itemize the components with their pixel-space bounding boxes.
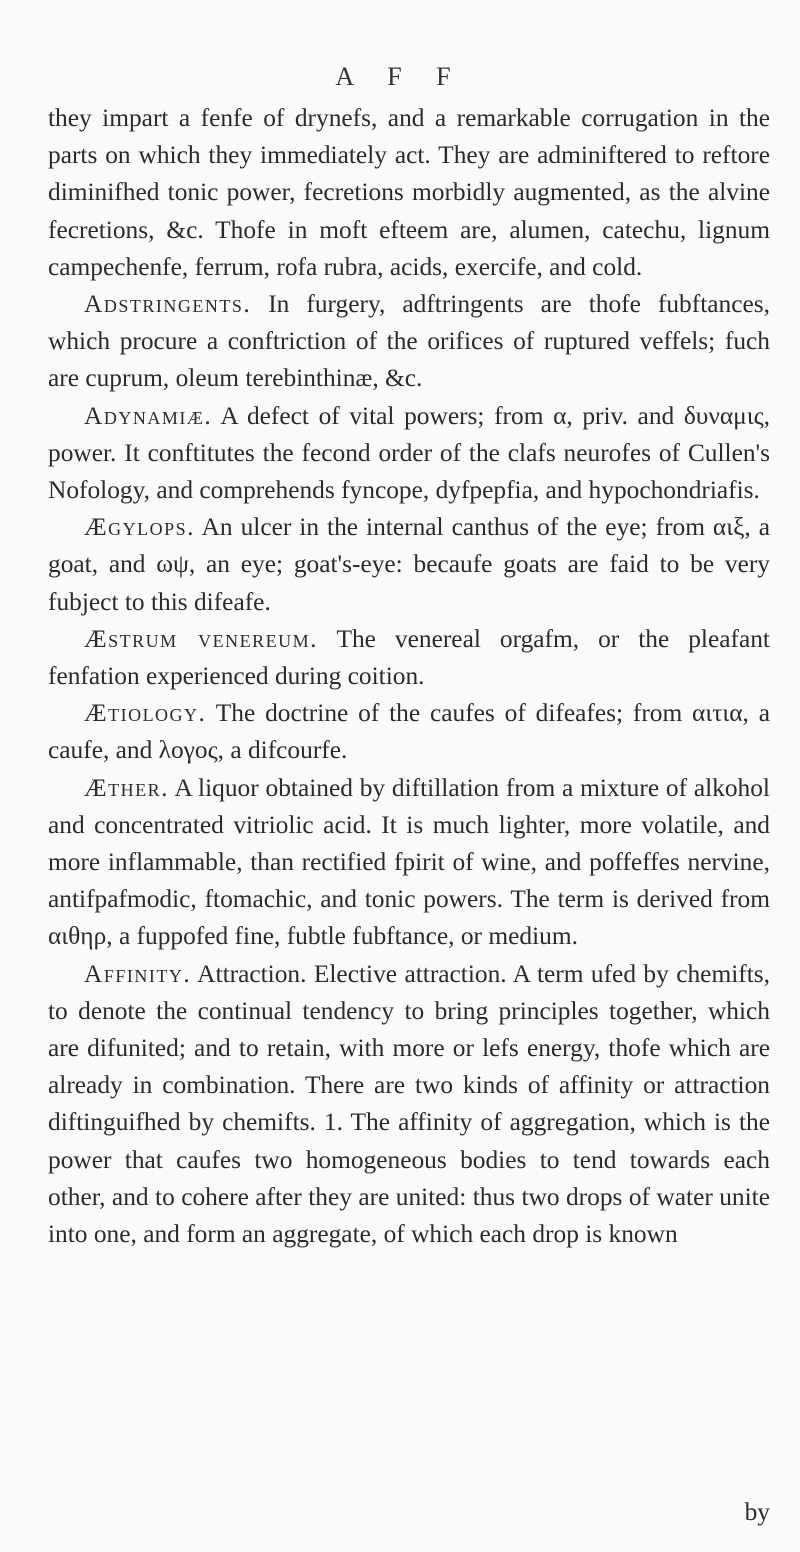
entry-text: In furgery, adftringents are thofe fubftances, which procure a conftriction of the orifices of ruptured veffels; fuch are cuprum, oleum terebinthinæ, &c. xyxy=(48,290,770,393)
headword: Affinity. xyxy=(84,959,192,988)
catchword: by xyxy=(744,1498,770,1526)
entry-text: A defect of vital powers; from α, priv. and δυναμις, power. It conftitutes the fecond order of the clafs neurofes of Cullen's Nofology, and comprehends fyncope, dyfpepfia, and hypochondriafis. xyxy=(48,401,770,505)
entry-aestrum-venereum xyxy=(48,621,770,695)
headword: Adynamiæ. xyxy=(84,401,213,430)
entry-text: Attraction. Elective attraction. A term ufed by chemifts, to denote the continual tendency to bring principles together, which are difunited; and to retain, with more or lefs energy, thofe which are already in combination. There are two kinds of affinity or attraction diftinguifhed by chemifts. 1. The affinity of aggregation, which is the power that caufes two homogeneous bodies to tend towards each other, and to cohere after they are united: thus two drops of water unite into one, and form an aggregate, of which each drop is known xyxy=(48,959,770,1249)
headword: Ægylops. xyxy=(84,513,195,542)
entry-aetiology xyxy=(48,695,770,769)
entry-adstringents xyxy=(48,286,770,398)
running-head: A F F xyxy=(335,62,465,91)
entry-adynamiae xyxy=(48,398,770,510)
paragraph-continuation xyxy=(48,100,770,286)
entry-text: The doctrine of the caufes of difeafes; from αιτια, a caufe, and λογος, a difcourfe. xyxy=(48,699,770,765)
entry-aegylops xyxy=(48,509,770,621)
headword: Ætiology. xyxy=(84,699,207,728)
entry-text: The venereal orgafm, or the pleafant fenfation experienced during coition. xyxy=(48,624,770,691)
entry-text: A liquor obtained by diftillation from a mixture of alkohol and concentrated vitriolic acid. It is much lighter, more volatile, and more inflammable, than rectified fpirit of wine, and poffeffes nervine, antifpafmodic, ftomachic, and tonic powers. The term is derived from αιθηρ, a fuppofed fine, fubtle fubftance, or medium. xyxy=(48,773,770,951)
headword: Adstringents. xyxy=(84,290,252,319)
headword: Æther. xyxy=(84,773,169,802)
headword: Æstrum venereum. xyxy=(84,624,318,653)
entry-aether xyxy=(48,770,770,956)
entry-text: An ulcer in the internal canthus of the eye; from αιξ, a goat, and ωψ, an eye; goat's-eye: becaufe goats are faid to be very fubject to this difeafe. xyxy=(48,513,770,616)
body-text xyxy=(48,100,770,1253)
entry-affinity xyxy=(48,956,770,1254)
paragraph-text: they impart a fenfe of drynefs, and a remarkable corrugation in the parts on which they immediately act. They are adminiftered to reftore diminifhed tonic power, fecretions morbidly augmented, as the alvine fecretions, &c. Thofe in moft efteem are, alumen, catechu, lignum campechenfe, ferrum, rofa rubra, acids, exercife, and cold. xyxy=(48,104,770,281)
